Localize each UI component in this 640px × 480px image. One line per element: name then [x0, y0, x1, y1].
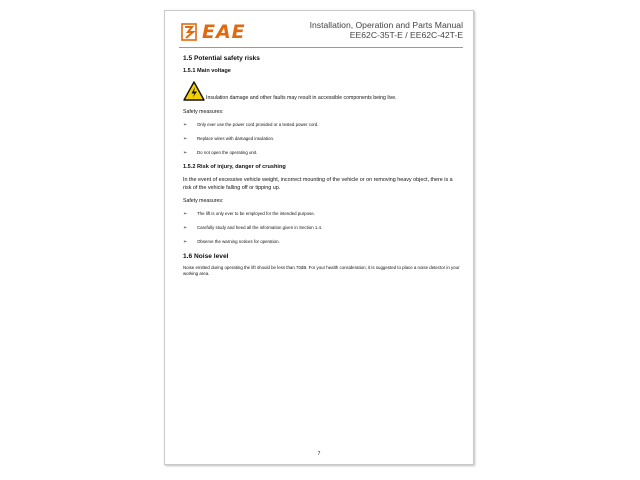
subsection-heading: 1.5.1 Main voltage [183, 68, 231, 74]
arrow-bullet-icon: ➢ [183, 122, 188, 128]
list-item: ➢ Do not open the operating unit. [183, 150, 258, 156]
arrow-bullet-icon: ➢ [183, 211, 188, 217]
list-item: ➢ Only ever use the power cord provided or a tested power cord. [183, 122, 319, 128]
section-heading: 1.5 Potential safety risks [183, 55, 260, 62]
page-number: 7 [317, 451, 321, 457]
high-voltage-warning-icon [183, 81, 205, 101]
arrow-bullet-icon: ➢ [183, 136, 188, 142]
model-number: EE62C-35T-E / EE62C-42T-E [349, 30, 463, 40]
page-content [183, 55, 461, 284]
manual-title: Installation, Operation and Parts Manual [309, 20, 463, 30]
arrow-bullet-icon: ➢ [183, 225, 188, 231]
list-item: ➢ Observe the warning notices for operation. [183, 239, 280, 245]
warning-row [183, 81, 461, 101]
list-item: ➢ Carefully study and heed all the information given in Section 1.4. [183, 225, 323, 231]
arrow-bullet-icon: ➢ [183, 239, 188, 245]
safety-list [183, 211, 461, 245]
arrow-bullet-icon: ➢ [183, 150, 188, 156]
document-page [164, 10, 474, 465]
logo-text: EAE [202, 21, 246, 43]
list-item: ➢ The lift is only ever to be employed for the intended purpose. [183, 211, 315, 217]
paragraph: Noise emitted during operating the lift should be less than 70dB. For your health consideration, it is suggested to place a noise detector in your working area. [183, 265, 460, 277]
header-title-block [310, 20, 463, 40]
list-item: ➢ Replace wires with damaged insulation. [183, 136, 275, 142]
safety-measures-label: Safety measures: [183, 109, 224, 115]
page-header [179, 19, 463, 48]
paragraph: In the event of excessive vehicle weight, incorrect mounting of the vehicle or on removing heavy object, there is a risk of the vehicle falling off or tipping up. [183, 177, 453, 191]
section-heading: 1.6 Noise level [183, 253, 229, 260]
warning-text: Insulation damage and other faults may result in accessible components being live. [206, 95, 397, 101]
logo-mark-icon [181, 22, 199, 42]
brand-logo [181, 21, 246, 43]
safety-list [183, 122, 461, 156]
safety-measures-label: Safety measures: [183, 198, 224, 204]
subsection-heading: 1.5.2 Risk of injury, danger of crushing [183, 164, 286, 170]
